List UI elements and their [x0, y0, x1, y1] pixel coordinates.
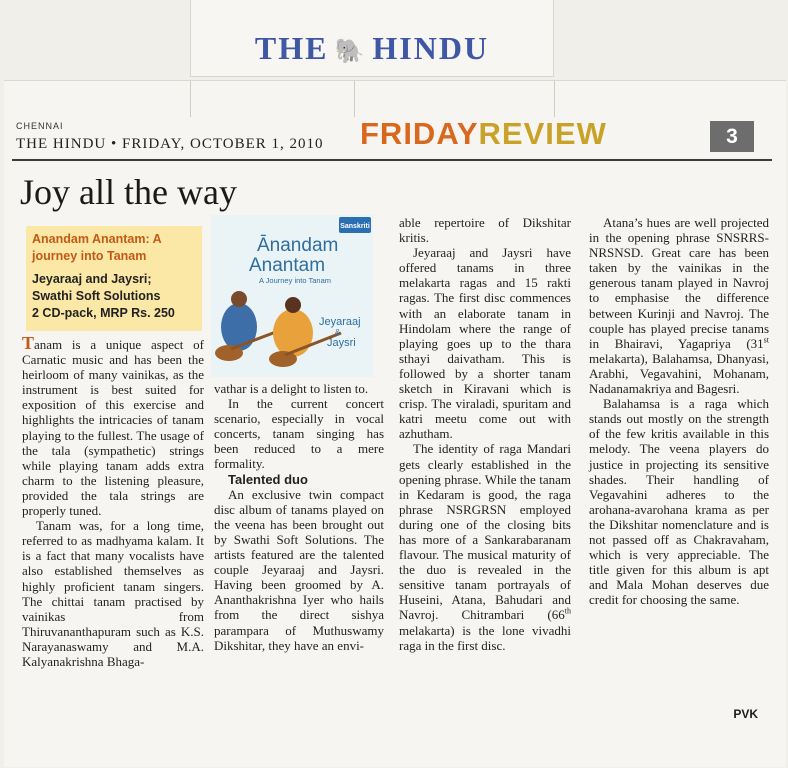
cover-title-line2: Anantam: [249, 255, 326, 276]
section-title: [360, 116, 607, 152]
drop-cap: T: [22, 333, 35, 353]
paragraph: Jeyaraaj and Jaysri have offered tanams in three melakarta ragas and 15 rakti ragas. The first disc commences with an elaborate tanam in Hindolam where the range of playing goes up to the thara sthayi daivatham. This is followed by a shorter tanam sketch in Kiravani which is crisp. The viraladi, spuritam and katri meetu come out with azhutham.: [399, 245, 571, 442]
masthead: [191, 30, 553, 67]
superscript: st: [763, 335, 769, 345]
album-title: Anandam Anantam: A journey into Tanam: [32, 232, 162, 263]
paragraph: [22, 333, 204, 519]
fold-line: [554, 81, 555, 117]
paragraph: [399, 441, 571, 652]
superscript: th: [564, 607, 571, 617]
cover-amp: &: [335, 328, 341, 337]
fold-line: [190, 81, 191, 117]
cover-artist2: Jaysri: [327, 337, 356, 349]
fold-line: [354, 81, 355, 117]
header-rule: [12, 159, 772, 161]
elephant-emblem-icon: 🐘: [334, 39, 367, 65]
paragraph-text: melakarta), Balahamsa, Dhanyasi, Arabhi, Vegavahini, Mohanam, Nadanamakriya and Bagesri.: [589, 350, 769, 397]
musician-jeyaraaj: [221, 303, 257, 351]
paragraph-text: anam is a unique aspect of Carnatic music and has been the heirloom of many vainikas, as the instrument is best suited for exposition of this exercise and highlights the intricacies of tanam playing to the fullest. The usage of the tala (sympathetic) strings while playing tanam adds extra charm to the listening pleasure, provided the tala strings are properly tuned.: [22, 337, 204, 519]
paragraph: In the current concert scenario, especially in vocal concerts, tanam singing has been reduced to a mere formality.: [214, 396, 384, 472]
newspaper-page: [4, 80, 786, 767]
page-number: 3: [710, 121, 754, 152]
album-label: Swathi Soft Solutions: [32, 289, 161, 303]
paragraph: vathar is a delight to listen to.: [214, 381, 369, 396]
paragraph-text: The identity of raga Mandari gets clearly established in the opening phrase. While the tanam in Kedaram is good, the raga phrase NSRGRSN employed during one of the closing bits has more of a Sankarabaranam flavour. The musical maturity of the duo is revealed in the sensitive tanam portrayals of Huseini, Atana, Bahudari and Navroj. Chitrambari (66: [399, 441, 571, 623]
edition-city: CHENNAI: [16, 121, 64, 131]
byline: PVK: [733, 707, 758, 721]
article-column-3: [399, 215, 571, 653]
article-column-1: [22, 333, 204, 669]
paragraph-text: Atana’s hues are well projected in the opening phrase SNSRRS-NRSNSD. Great care has been taken by the vainikas in the generous tanam played in Navroj to emphasise the difference between Kurinji and Navroj. The couple has played precise tanams in Bhairavi, Yagapriya (31: [589, 215, 769, 351]
svg-text:Sanskriti: Sanskriti: [340, 223, 370, 230]
masthead-the: THE: [254, 30, 329, 66]
paragraph: [589, 215, 769, 396]
masthead-clipping: [190, 0, 554, 77]
cover-subtitle: A Journey into Tanam: [259, 276, 331, 285]
paragraph-text: melakarta) is the lone vivadhi raga in the first disc.: [399, 622, 571, 653]
headline: Joy all the way: [20, 172, 237, 212]
paragraph: Balahamsa is a raga which stands out mostly on the strength of the few kritis available in this melody. The veena players do justice in projecting its sensitive shades. Their handling of Vegavahini adheres to the arohana-avarohana krama as per the Dikshitar nomenclature and is not passed off as Chakravaham, which is very appreciable. The title given for this album is apt and Mala Mohan deserves due credit for choosing the same.: [589, 396, 769, 608]
article-column-4: [589, 215, 769, 607]
paragraph: Tanam was, for a long time, referred to as madhyama kalam. It is a fact that many vocalists have also established themselves as highly proficient tanam singers. The chittai tanam practised by vainikas from Thiruvananthapuram such as K.S. Narayanaswamy and M.A. Kalyanakrishna Bhaga-: [22, 518, 204, 669]
album-price: 2 CD-pack, MRP Rs. 250: [32, 306, 175, 320]
article-column-2: [214, 381, 384, 653]
dateline: THE HINDU • FRIDAY, OCTOBER 1, 2010: [16, 136, 324, 152]
section-title-friday: FRIDAY: [360, 116, 479, 151]
paragraph: able repertoire of Dikshitar kritis.: [399, 215, 571, 246]
paragraph: An exclusive twin compact disc album of tanams played on the veena has been brought out by Swathi Soft Solutions. The artists featured are the talented couple Jeyaraaj and Jaysri. Having been groomed by A. Ananthakrishna Iyer who hails from the direct sishya parampara of Muthuswamy Dikshitar, they have an envi-: [214, 486, 384, 653]
musician-jaysri: [273, 309, 313, 357]
album-details: [32, 271, 196, 322]
masthead-hindu: HINDU: [372, 30, 490, 66]
album-infobox: [26, 226, 202, 331]
cover-title-line1: Ānandam: [257, 235, 339, 256]
album-artists: Jeyaraaj and Jaysri;: [32, 272, 152, 286]
cover-artist1: Jeyaraaj: [319, 316, 361, 328]
section-title-review: REVIEW: [478, 116, 607, 151]
album-cover-image: [211, 215, 373, 377]
subhead-talented-duo: Talented duo: [228, 471, 308, 487]
